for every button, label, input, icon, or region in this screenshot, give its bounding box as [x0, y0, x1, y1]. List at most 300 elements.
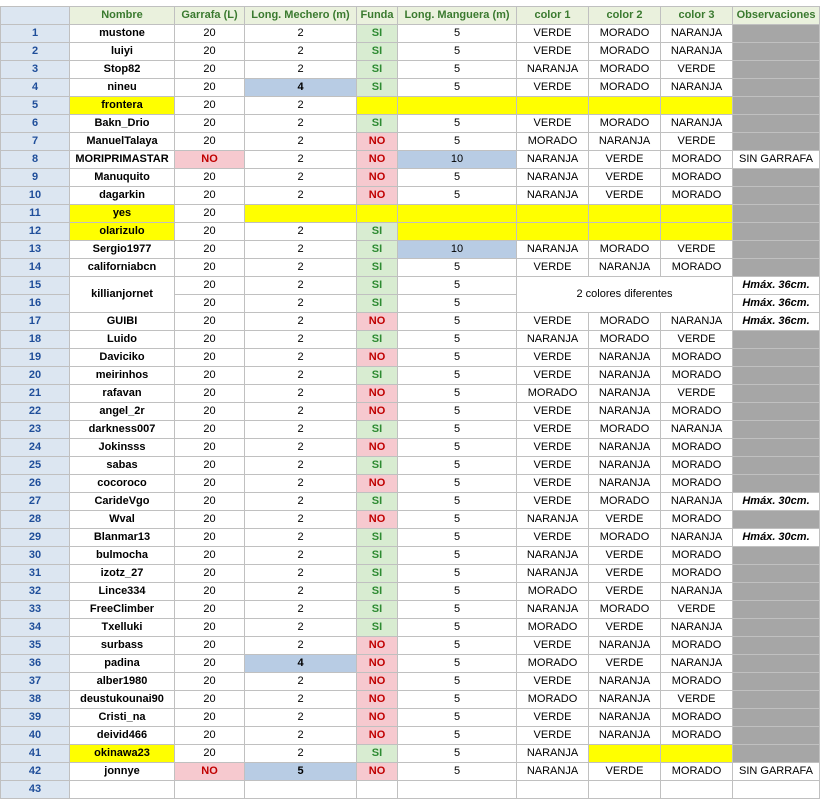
manguera-cell[interactable]: 5 — [398, 25, 517, 43]
name-cell[interactable]: Lince334 — [70, 583, 175, 601]
funda-cell[interactable] — [357, 97, 398, 115]
color2-cell[interactable]: VERDE — [589, 619, 661, 637]
row-number[interactable]: 34 — [1, 619, 70, 637]
manguera-cell[interactable]: 5 — [398, 349, 517, 367]
manguera-cell[interactable]: 5 — [398, 529, 517, 547]
manguera-cell[interactable]: 5 — [398, 187, 517, 205]
empty-cell[interactable] — [733, 781, 820, 799]
observaciones-cell[interactable] — [733, 457, 820, 475]
column-header[interactable]: Nombre — [70, 7, 175, 25]
mechero-cell[interactable]: 2 — [245, 25, 357, 43]
row-number[interactable]: 6 — [1, 115, 70, 133]
funda-cell[interactable]: SI — [357, 277, 398, 295]
manguera-cell[interactable]: 5 — [398, 259, 517, 277]
color3-cell[interactable]: MORADO — [661, 457, 733, 475]
mechero-cell[interactable]: 2 — [245, 601, 357, 619]
funda-cell[interactable]: SI — [357, 745, 398, 763]
color1-cell[interactable]: VERDE — [517, 43, 589, 61]
color1-cell[interactable]: NARANJA — [517, 151, 589, 169]
name-cell[interactable]: GUIBI — [70, 313, 175, 331]
manguera-cell[interactable]: 10 — [398, 151, 517, 169]
name-cell[interactable]: deivid466 — [70, 727, 175, 745]
color2-cell[interactable] — [589, 97, 661, 115]
color3-cell[interactable]: NARANJA — [661, 313, 733, 331]
funda-cell[interactable]: NO — [357, 187, 398, 205]
row-number[interactable]: 3 — [1, 61, 70, 79]
color1-cell[interactable]: NARANJA — [517, 331, 589, 349]
row-number[interactable]: 10 — [1, 187, 70, 205]
observaciones-cell[interactable] — [733, 691, 820, 709]
manguera-cell[interactable]: 5 — [398, 475, 517, 493]
garrafa-cell[interactable]: 20 — [175, 727, 245, 745]
mechero-cell[interactable]: 4 — [245, 655, 357, 673]
color1-cell[interactable]: VERDE — [517, 493, 589, 511]
color1-cell[interactable]: VERDE — [517, 709, 589, 727]
manguera-cell[interactable] — [398, 97, 517, 115]
funda-cell[interactable]: SI — [357, 619, 398, 637]
garrafa-cell[interactable]: 20 — [175, 619, 245, 637]
name-cell[interactable]: rafavan — [70, 385, 175, 403]
garrafa-cell[interactable]: 20 — [175, 421, 245, 439]
observaciones-cell[interactable] — [733, 115, 820, 133]
color3-cell[interactable]: MORADO — [661, 475, 733, 493]
observaciones-cell[interactable] — [733, 709, 820, 727]
row-number[interactable]: 40 — [1, 727, 70, 745]
manguera-cell[interactable]: 5 — [398, 493, 517, 511]
funda-cell[interactable]: NO — [357, 475, 398, 493]
observaciones-cell[interactable] — [733, 727, 820, 745]
color2-cell[interactable]: MORADO — [589, 313, 661, 331]
color2-cell[interactable]: MORADO — [589, 241, 661, 259]
mechero-cell[interactable]: 2 — [245, 277, 357, 295]
garrafa-cell[interactable]: 20 — [175, 25, 245, 43]
funda-cell[interactable]: SI — [357, 331, 398, 349]
color2-cell[interactable]: NARANJA — [589, 475, 661, 493]
funda-cell[interactable]: NO — [357, 403, 398, 421]
funda-cell[interactable]: SI — [357, 601, 398, 619]
color2-cell[interactable]: VERDE — [589, 187, 661, 205]
mechero-cell[interactable]: 2 — [245, 97, 357, 115]
observaciones-cell[interactable] — [733, 25, 820, 43]
observaciones-cell[interactable] — [733, 97, 820, 115]
garrafa-cell[interactable]: 20 — [175, 583, 245, 601]
mechero-cell[interactable]: 2 — [245, 709, 357, 727]
color1-cell[interactable]: VERDE — [517, 79, 589, 97]
name-cell[interactable]: meirinhos — [70, 367, 175, 385]
column-header[interactable]: color 3 — [661, 7, 733, 25]
funda-cell[interactable]: NO — [357, 637, 398, 655]
color1-cell[interactable]: VERDE — [517, 259, 589, 277]
mechero-cell[interactable]: 2 — [245, 223, 357, 241]
row-number[interactable]: 17 — [1, 313, 70, 331]
name-cell[interactable]: CarideVgo — [70, 493, 175, 511]
color3-cell[interactable]: NARANJA — [661, 115, 733, 133]
color2-cell[interactable]: NARANJA — [589, 439, 661, 457]
color3-cell[interactable]: NARANJA — [661, 655, 733, 673]
color3-cell[interactable] — [661, 745, 733, 763]
observaciones-cell[interactable] — [733, 547, 820, 565]
color3-cell[interactable]: NARANJA — [661, 25, 733, 43]
garrafa-cell[interactable]: 20 — [175, 187, 245, 205]
color1-cell[interactable]: NARANJA — [517, 511, 589, 529]
garrafa-cell[interactable]: 20 — [175, 79, 245, 97]
color1-cell[interactable]: VERDE — [517, 673, 589, 691]
name-cell[interactable]: Bakn_Drio — [70, 115, 175, 133]
color1-cell[interactable]: MORADO — [517, 583, 589, 601]
row-number[interactable]: 23 — [1, 421, 70, 439]
funda-cell[interactable] — [357, 205, 398, 223]
manguera-cell[interactable] — [398, 205, 517, 223]
garrafa-cell[interactable]: 20 — [175, 637, 245, 655]
observaciones-cell[interactable] — [733, 223, 820, 241]
name-cell[interactable]: Cristi_na — [70, 709, 175, 727]
manguera-cell[interactable]: 5 — [398, 709, 517, 727]
color2-cell[interactable]: VERDE — [589, 151, 661, 169]
observaciones-cell[interactable] — [733, 619, 820, 637]
funda-cell[interactable]: SI — [357, 43, 398, 61]
color2-cell[interactable]: VERDE — [589, 511, 661, 529]
name-cell[interactable]: Txelluki — [70, 619, 175, 637]
color2-cell[interactable]: VERDE — [589, 655, 661, 673]
color1-cell[interactable]: VERDE — [517, 349, 589, 367]
color2-cell[interactable]: MORADO — [589, 331, 661, 349]
funda-cell[interactable]: SI — [357, 115, 398, 133]
observaciones-cell[interactable] — [733, 403, 820, 421]
color3-cell[interactable]: MORADO — [661, 367, 733, 385]
color3-cell[interactable]: MORADO — [661, 511, 733, 529]
row-number[interactable]: 27 — [1, 493, 70, 511]
name-cell[interactable]: angel_2r — [70, 403, 175, 421]
color3-cell[interactable]: MORADO — [661, 403, 733, 421]
observaciones-cell[interactable] — [733, 241, 820, 259]
manguera-cell[interactable]: 5 — [398, 727, 517, 745]
name-cell[interactable]: olarizulo — [70, 223, 175, 241]
name-cell[interactable]: frontera — [70, 97, 175, 115]
mechero-cell[interactable]: 2 — [245, 367, 357, 385]
garrafa-cell[interactable]: 20 — [175, 709, 245, 727]
funda-cell[interactable]: SI — [357, 79, 398, 97]
row-number[interactable]: 35 — [1, 637, 70, 655]
manguera-cell[interactable]: 10 — [398, 241, 517, 259]
color2-cell[interactable] — [589, 205, 661, 223]
garrafa-cell[interactable]: 20 — [175, 223, 245, 241]
row-number[interactable]: 2 — [1, 43, 70, 61]
manguera-cell[interactable]: 5 — [398, 439, 517, 457]
name-cell[interactable]: Jokinsss — [70, 439, 175, 457]
mechero-cell[interactable]: 5 — [245, 763, 357, 781]
color3-cell[interactable]: VERDE — [661, 133, 733, 151]
color1-cell[interactable]: VERDE — [517, 457, 589, 475]
row-number[interactable]: 8 — [1, 151, 70, 169]
row-number[interactable]: 41 — [1, 745, 70, 763]
color3-cell[interactable]: VERDE — [661, 241, 733, 259]
observaciones-cell[interactable] — [733, 637, 820, 655]
mechero-cell[interactable]: 2 — [245, 727, 357, 745]
garrafa-cell[interactable]: 20 — [175, 313, 245, 331]
name-cell[interactable]: sabas — [70, 457, 175, 475]
manguera-cell[interactable]: 5 — [398, 547, 517, 565]
funda-cell[interactable]: NO — [357, 511, 398, 529]
empty-cell[interactable] — [398, 781, 517, 799]
color2-cell[interactable]: NARANJA — [589, 691, 661, 709]
funda-cell[interactable]: NO — [357, 349, 398, 367]
manguera-cell[interactable]: 5 — [398, 691, 517, 709]
mechero-cell[interactable]: 2 — [245, 583, 357, 601]
funda-cell[interactable]: SI — [357, 547, 398, 565]
color3-cell[interactable]: MORADO — [661, 709, 733, 727]
manguera-cell[interactable]: 5 — [398, 511, 517, 529]
name-cell[interactable]: padina — [70, 655, 175, 673]
column-header[interactable]: Long. Mechero (m) — [245, 7, 357, 25]
funda-cell[interactable]: NO — [357, 151, 398, 169]
garrafa-cell[interactable]: 20 — [175, 241, 245, 259]
color1-cell[interactable] — [517, 205, 589, 223]
observaciones-cell[interactable] — [733, 331, 820, 349]
garrafa-cell[interactable]: 20 — [175, 43, 245, 61]
color3-cell[interactable]: VERDE — [661, 61, 733, 79]
observaciones-cell[interactable] — [733, 421, 820, 439]
mechero-cell[interactable]: 2 — [245, 115, 357, 133]
garrafa-cell[interactable]: 20 — [175, 97, 245, 115]
color3-cell[interactable]: MORADO — [661, 763, 733, 781]
mechero-cell[interactable]: 2 — [245, 133, 357, 151]
mechero-cell[interactable]: 2 — [245, 475, 357, 493]
garrafa-cell[interactable]: NO — [175, 151, 245, 169]
color1-cell[interactable]: VERDE — [517, 529, 589, 547]
empty-cell[interactable] — [589, 781, 661, 799]
row-number[interactable]: 38 — [1, 691, 70, 709]
row-number[interactable]: 15 — [1, 277, 70, 295]
color1-cell[interactable]: NARANJA — [517, 169, 589, 187]
manguera-cell[interactable]: 5 — [398, 565, 517, 583]
color1-cell[interactable]: VERDE — [517, 475, 589, 493]
funda-cell[interactable]: SI — [357, 223, 398, 241]
color3-cell[interactable]: MORADO — [661, 547, 733, 565]
manguera-cell[interactable]: 5 — [398, 619, 517, 637]
garrafa-cell[interactable]: 20 — [175, 403, 245, 421]
mechero-cell[interactable]: 2 — [245, 547, 357, 565]
garrafa-cell[interactable]: 20 — [175, 259, 245, 277]
color2-cell[interactable]: MORADO — [589, 421, 661, 439]
row-number[interactable]: 4 — [1, 79, 70, 97]
garrafa-cell[interactable]: 20 — [175, 133, 245, 151]
row-number[interactable]: 5 — [1, 97, 70, 115]
color3-cell[interactable]: VERDE — [661, 331, 733, 349]
mechero-cell[interactable]: 2 — [245, 529, 357, 547]
row-number[interactable]: 36 — [1, 655, 70, 673]
color2-cell[interactable]: NARANJA — [589, 385, 661, 403]
empty-cell[interactable] — [661, 781, 733, 799]
row-number[interactable]: 1 — [1, 25, 70, 43]
garrafa-cell[interactable]: 20 — [175, 511, 245, 529]
garrafa-cell[interactable]: 20 — [175, 601, 245, 619]
manguera-cell[interactable]: 5 — [398, 637, 517, 655]
funda-cell[interactable]: SI — [357, 457, 398, 475]
color1-cell[interactable]: NARANJA — [517, 241, 589, 259]
funda-cell[interactable]: NO — [357, 385, 398, 403]
color2-cell[interactable]: NARANJA — [589, 133, 661, 151]
mechero-cell[interactable]: 2 — [245, 187, 357, 205]
color1-cell[interactable]: NARANJA — [517, 565, 589, 583]
mechero-cell[interactable]: 2 — [245, 241, 357, 259]
name-cell[interactable]: luiyi — [70, 43, 175, 61]
column-header[interactable]: Garrafa (L) — [175, 7, 245, 25]
mechero-cell[interactable]: 2 — [245, 673, 357, 691]
row-number[interactable]: 42 — [1, 763, 70, 781]
garrafa-cell[interactable]: 20 — [175, 61, 245, 79]
manguera-cell[interactable]: 5 — [398, 331, 517, 349]
color1-cell[interactable]: MORADO — [517, 619, 589, 637]
row-number[interactable]: 39 — [1, 709, 70, 727]
color2-cell[interactable]: MORADO — [589, 493, 661, 511]
mechero-cell[interactable]: 2 — [245, 493, 357, 511]
color3-cell[interactable]: MORADO — [661, 169, 733, 187]
row-number[interactable]: 19 — [1, 349, 70, 367]
manguera-cell[interactable]: 5 — [398, 763, 517, 781]
color2-cell[interactable]: NARANJA — [589, 709, 661, 727]
row-number[interactable]: 22 — [1, 403, 70, 421]
mechero-cell[interactable]: 2 — [245, 349, 357, 367]
color1-cell[interactable]: MORADO — [517, 655, 589, 673]
funda-cell[interactable]: NO — [357, 727, 398, 745]
manguera-cell[interactable]: 5 — [398, 79, 517, 97]
color2-cell[interactable] — [589, 745, 661, 763]
name-cell[interactable]: deustukounai90 — [70, 691, 175, 709]
funda-cell[interactable]: NO — [357, 673, 398, 691]
funda-cell[interactable]: SI — [357, 241, 398, 259]
color2-cell[interactable]: MORADO — [589, 25, 661, 43]
empty-cell[interactable] — [357, 781, 398, 799]
name-cell[interactable]: Blanmar13 — [70, 529, 175, 547]
garrafa-cell[interactable]: 20 — [175, 565, 245, 583]
manguera-cell[interactable]: 5 — [398, 583, 517, 601]
color1-cell[interactable]: VERDE — [517, 313, 589, 331]
garrafa-cell[interactable]: 20 — [175, 655, 245, 673]
manguera-cell[interactable]: 5 — [398, 421, 517, 439]
name-cell[interactable]: californiabcn — [70, 259, 175, 277]
mechero-cell[interactable]: 2 — [245, 169, 357, 187]
funda-cell[interactable]: SI — [357, 493, 398, 511]
garrafa-cell[interactable]: 20 — [175, 493, 245, 511]
name-cell[interactable]: okinawa23 — [70, 745, 175, 763]
observaciones-cell[interactable] — [733, 583, 820, 601]
manguera-cell[interactable]: 5 — [398, 169, 517, 187]
manguera-cell[interactable]: 5 — [398, 457, 517, 475]
mechero-cell[interactable]: 2 — [245, 619, 357, 637]
garrafa-cell[interactable]: 20 — [175, 745, 245, 763]
funda-cell[interactable]: SI — [357, 565, 398, 583]
funda-cell[interactable]: SI — [357, 367, 398, 385]
manguera-cell[interactable]: 5 — [398, 673, 517, 691]
observaciones-cell[interactable] — [733, 61, 820, 79]
funda-cell[interactable]: NO — [357, 763, 398, 781]
mechero-cell[interactable]: 2 — [245, 457, 357, 475]
mechero-cell[interactable]: 2 — [245, 295, 357, 313]
garrafa-cell[interactable]: 20 — [175, 205, 245, 223]
name-cell[interactable]: FreeClimber — [70, 601, 175, 619]
garrafa-cell[interactable]: 20 — [175, 331, 245, 349]
name-cell[interactable]: jonnye — [70, 763, 175, 781]
color1-cell[interactable]: NARANJA — [517, 187, 589, 205]
row-number[interactable]: 7 — [1, 133, 70, 151]
observaciones-cell[interactable] — [733, 601, 820, 619]
empty-cell[interactable] — [70, 781, 175, 799]
name-cell[interactable]: killianjornet — [70, 277, 175, 313]
color1-cell[interactable]: VERDE — [517, 403, 589, 421]
name-cell[interactable]: MORIPRIMASTAR — [70, 151, 175, 169]
column-header[interactable]: Observaciones — [733, 7, 820, 25]
observaciones-cell[interactable]: Hmáx. 30cm. — [733, 529, 820, 547]
color2-cell[interactable]: MORADO — [589, 61, 661, 79]
observaciones-cell[interactable] — [733, 205, 820, 223]
color2-cell[interactable]: NARANJA — [589, 457, 661, 475]
color1-cell[interactable] — [517, 223, 589, 241]
name-cell[interactable]: yes — [70, 205, 175, 223]
color1-cell[interactable]: VERDE — [517, 115, 589, 133]
color2-cell[interactable]: MORADO — [589, 115, 661, 133]
manguera-cell[interactable]: 5 — [398, 295, 517, 313]
observaciones-cell[interactable] — [733, 385, 820, 403]
funda-cell[interactable]: SI — [357, 259, 398, 277]
colors-merged-note[interactable]: 2 colores diferentes — [517, 277, 733, 313]
color3-cell[interactable]: MORADO — [661, 349, 733, 367]
mechero-cell[interactable]: 2 — [245, 331, 357, 349]
color3-cell[interactable]: NARANJA — [661, 493, 733, 511]
color3-cell[interactable]: NARANJA — [661, 421, 733, 439]
observaciones-cell[interactable] — [733, 367, 820, 385]
funda-cell[interactable]: SI — [357, 295, 398, 313]
garrafa-cell[interactable]: 20 — [175, 367, 245, 385]
color1-cell[interactable]: NARANJA — [517, 601, 589, 619]
observaciones-cell[interactable] — [733, 655, 820, 673]
color3-cell[interactable]: VERDE — [661, 385, 733, 403]
color2-cell[interactable]: NARANJA — [589, 727, 661, 745]
observaciones-cell[interactable] — [733, 745, 820, 763]
funda-cell[interactable]: SI — [357, 61, 398, 79]
mechero-cell[interactable]: 2 — [245, 439, 357, 457]
column-header[interactable]: color 1 — [517, 7, 589, 25]
column-header[interactable]: color 2 — [589, 7, 661, 25]
garrafa-cell[interactable]: 20 — [175, 295, 245, 313]
name-cell[interactable]: Manuquito — [70, 169, 175, 187]
garrafa-cell[interactable]: NO — [175, 763, 245, 781]
color3-cell[interactable]: MORADO — [661, 439, 733, 457]
column-header[interactable]: Long. Manguera (m) — [398, 7, 517, 25]
funda-cell[interactable]: SI — [357, 421, 398, 439]
color1-cell[interactable]: VERDE — [517, 25, 589, 43]
garrafa-cell[interactable]: 20 — [175, 529, 245, 547]
color3-cell[interactable]: MORADO — [661, 727, 733, 745]
color3-cell[interactable]: NARANJA — [661, 43, 733, 61]
color1-cell[interactable]: NARANJA — [517, 61, 589, 79]
observaciones-cell[interactable] — [733, 565, 820, 583]
garrafa-cell[interactable]: 20 — [175, 349, 245, 367]
garrafa-cell[interactable]: 20 — [175, 547, 245, 565]
mechero-cell[interactable]: 2 — [245, 565, 357, 583]
color1-cell[interactable]: NARANJA — [517, 763, 589, 781]
color2-cell[interactable]: VERDE — [589, 547, 661, 565]
color3-cell[interactable]: MORADO — [661, 637, 733, 655]
row-number[interactable]: 13 — [1, 241, 70, 259]
garrafa-cell[interactable]: 20 — [175, 691, 245, 709]
mechero-cell[interactable]: 2 — [245, 511, 357, 529]
funda-cell[interactable]: SI — [357, 583, 398, 601]
mechero-cell[interactable]: 2 — [245, 43, 357, 61]
funda-cell[interactable]: NO — [357, 313, 398, 331]
name-cell[interactable]: surbass — [70, 637, 175, 655]
observaciones-cell[interactable] — [733, 349, 820, 367]
row-number[interactable]: 24 — [1, 439, 70, 457]
